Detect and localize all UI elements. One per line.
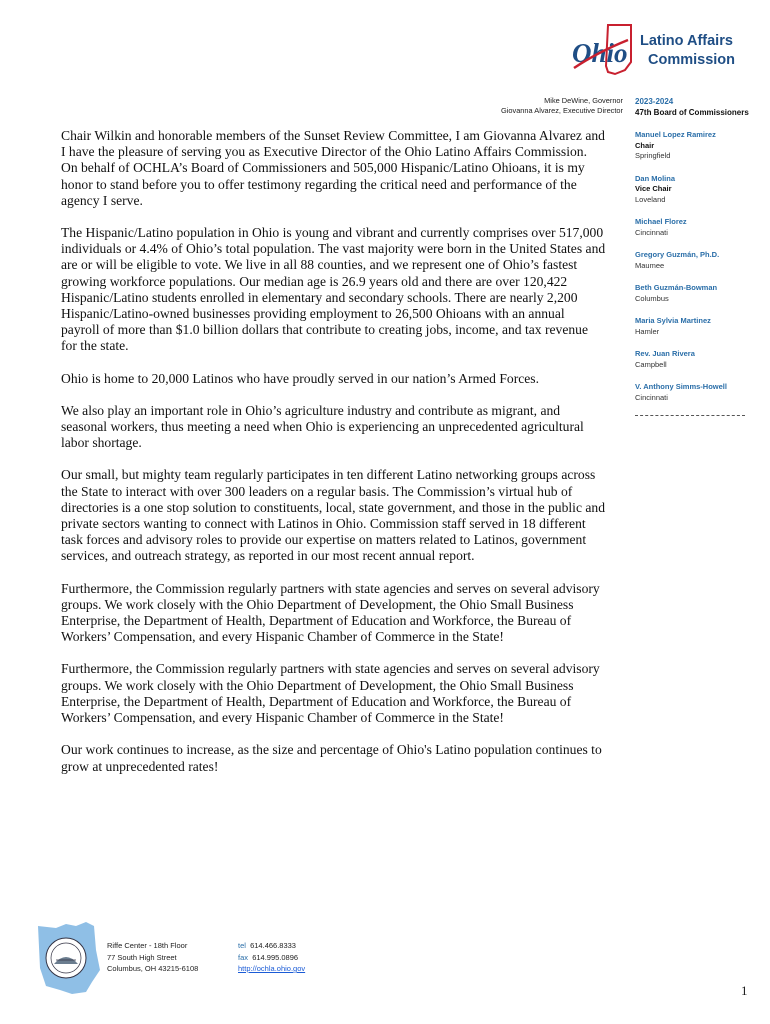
board-member [635,174,760,206]
sidebar-divider [635,415,745,416]
member-city: Springfield [635,151,671,160]
address-line: Columbus, OH 43215-6108 [107,964,199,973]
fax-number: 614.995.0896 [252,952,299,962]
leadership-lines [501,96,623,115]
member-name: Gregory Guzmán, Ph.D. [635,250,720,259]
member-city: Maumee [635,260,665,270]
board-member [635,316,760,337]
board-member [635,349,760,370]
member-city: Columbus [635,293,669,303]
phone-line [238,940,305,952]
member-name: Dan Molina [635,173,676,183]
board-member [635,250,760,271]
member-role: Chair [635,140,655,150]
member-city: Cincinnati [635,227,668,237]
website-link[interactable]: http://ochla.ohio.gov [238,964,306,973]
logo-text-line-1: Latino Affairs [640,33,733,49]
member-city: Cincinnati [635,392,668,402]
letter-paragraph: Ohio is home to 20,000 Latinos who have proudly served in our nation’s Armed Forces. [61,370,539,386]
logo-word: Ohio [572,38,628,68]
governor-line: Mike DeWine, Governor [544,96,623,105]
letter-paragraph: We also play an important role in Ohio’s agriculture industry and contribute as migrant, and seasonal workers, thus meeting a need when Ohio is experiencing an unprecedented agricultural labor shortage. [61,402,584,451]
member-name: Manuel Lopez Ramirez [635,130,716,139]
fax-line [238,952,305,964]
board-sidebar [635,97,760,416]
member-role: Vice Chair [635,184,672,193]
tel-label: tel [238,941,246,950]
tel-number: 614.466.8333 [250,941,296,950]
page-number: 1 [741,983,748,998]
board-member [635,283,760,304]
ohio-seal-icon [36,920,102,996]
address-line: 77 South High Street [107,952,177,962]
member-name: Beth Guzmán-Bowman [635,283,718,292]
member-name: Maria Sylvia Martinez [635,316,711,325]
footer-address [107,940,198,975]
letter-paragraph: Chair Wilkin and honorable members of the Sunset Review Committee, I am Giovanna Alvarez and I have the pleasure of serving you as Executive Director of the Ohio Latino Affairs Commission. On behalf of OCHLA’s Board of Commissioners and 505,000 Hispanic/Latino Ohioans, it is my honor to stand before you to offer testimony regarding the critical need and performance of the agency I serve. [61,128,605,208]
member-city: Hamler [635,326,660,336]
commission-logo [568,22,743,84]
board-member [635,382,760,403]
board-years: 2023-2024 [635,97,674,106]
member-name: Rev. Juan Rivera [635,349,695,358]
member-name: V. Anthony Simms-Howell [635,382,727,391]
director-line: Giovanna Alvarez, Executive Director [501,105,623,115]
fax-label: fax [238,952,249,962]
letter-paragraph: The Hispanic/Latino population in Ohio is young and vibrant and currently comprises over 517,000 individuals or 4.4% of Ohio’s total population. The vast majority were born in the United States and are or will be eligible to vote. We live in all 88 counties, and we represent one of Ohio’s fastest growing workforce populations. Our median age is 26.9 years old and there are over 120,422 Hispanic/Latino students enrolled in elementary and secondary schools. There are nearly 2,200 Hispanic/Latino-owned businesses providing employment to 26,500 Ohioans with an annual payroll of more than $1.0 billion dollars that contribute to creating jobs, income, and tax revenue for the state. [61,225,606,354]
letter-paragraph: Our small, but mighty team regularly participates in ten different Latino networking groups across the State to interact with over 300 leaders on a regular basis. The Commission’s virtual hub of directories is a one stop solution to constituents, local, state government, and those in the public and private sectors wanting to connect with Latinos in Ohio. Commission staff served in 18 different task forces and advisory roles to provide our expertise on matters related to Latinos, government services, and outreach strategy, as reported in our most recent annual report. [61,467,606,564]
member-name: Michael Florez [635,217,687,226]
letter-paragraph: Our work continues to increase, as the size and percentage of Ohio's Latino population continues to grow at unprecedented rates! [61,742,602,774]
address-line: Riffe Center - 18th Floor [107,941,188,950]
footer-contact [238,940,305,975]
letter-paragraph: Furthermore, the Commission regularly partners with state agencies and serves on several advisory groups. We work closely with the Ohio Department of Development, the Ohio Small Business Enterprise, the Department of Health, Department of Education and Workforce, the Bureau of Workers’ Compensation, and every Hispanic Chamber of Commerce in the State! [61,661,600,726]
member-city: Campbell [635,359,667,369]
letter-body [61,128,606,791]
board-member [635,217,760,238]
member-city: Loveland [635,194,666,204]
letter-paragraph: Furthermore, the Commission regularly partners with state agencies and serves on several advisory groups. We work closely with the Ohio Department of Development, the Ohio Small Business Enterprise, the Department of Health, Department of Education and Workforce, the Bureau of Workers’ Compensation, and every Hispanic Chamber of Commerce in the State! [61,580,600,645]
logo-text-line-2: Commission [648,52,736,68]
board-member [635,130,760,162]
board-title: 47th Board of Commissioners [635,107,749,117]
ohio-state-logo-icon [568,22,636,80]
